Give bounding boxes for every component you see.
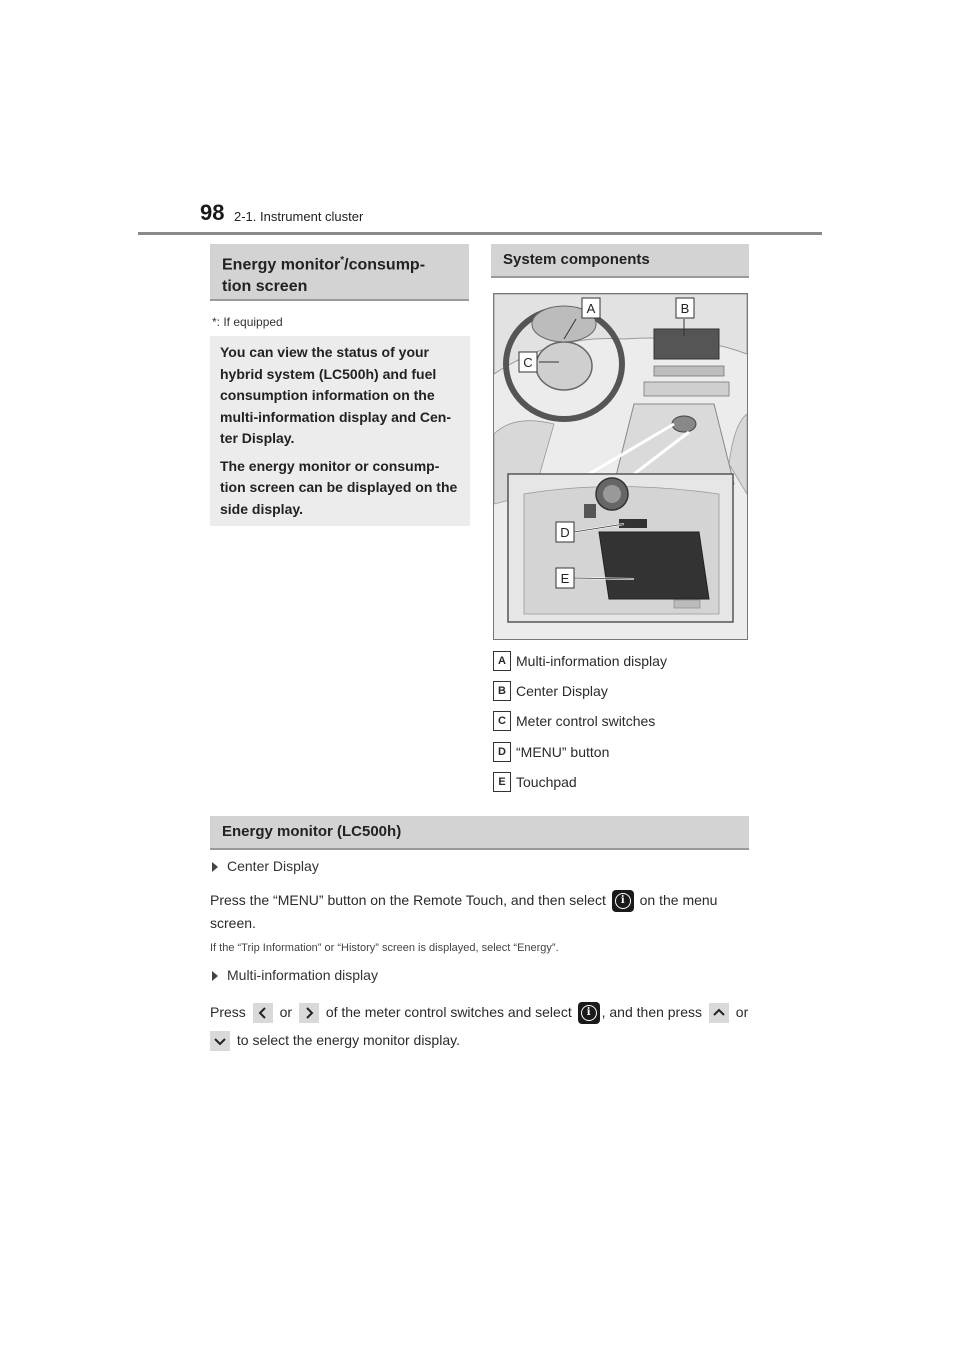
para-text: Press the “MENU” button on the Remote Touch, and then select xyxy=(210,892,606,908)
para-text: or xyxy=(279,1004,293,1020)
cockpit-drawing xyxy=(494,294,747,639)
section-heading-system-components: System components xyxy=(491,244,749,278)
section-heading-energy-monitor-lc500h: Energy monitor (LC500h) xyxy=(210,816,749,850)
legend-item xyxy=(493,772,577,792)
para-text: , and then press xyxy=(601,1004,703,1020)
chapter-title: 2-1. Instrument cluster xyxy=(234,209,364,224)
header-rule xyxy=(138,232,822,235)
heading-part: /consump- xyxy=(344,256,426,274)
paragraph-multi-information-display xyxy=(210,998,750,1054)
footnote: *: If equipped xyxy=(212,315,283,329)
bullet-multi-information-display xyxy=(212,967,378,983)
legend-text: Center Display xyxy=(516,683,608,699)
figure-label-c: C xyxy=(523,355,533,370)
legend-letter: E xyxy=(493,772,511,792)
heading-part: Energy monitor xyxy=(222,256,341,274)
legend-item xyxy=(493,742,609,762)
bullet-text: Center Display xyxy=(227,858,319,874)
bullet-text: Multi-information display xyxy=(227,967,378,983)
para-text: of the meter control switches and select xyxy=(325,1004,572,1020)
legend-item xyxy=(493,681,608,701)
figure-label-e: E xyxy=(560,571,570,586)
heading-part: tion screen xyxy=(222,278,308,296)
legend-text: Multi-information display xyxy=(516,653,667,669)
chevron-down-icon xyxy=(210,1031,230,1051)
page-number: 98 xyxy=(200,200,225,225)
bullet-arrow-icon xyxy=(212,862,218,872)
para-text: or xyxy=(735,1004,749,1020)
para-text: to select the energy monitor display. xyxy=(236,1032,460,1048)
legend-text: Touchpad xyxy=(516,774,577,790)
chevron-up-icon xyxy=(709,1003,729,1023)
para-text: on the menu screen. xyxy=(210,892,718,932)
chevron-right-icon xyxy=(299,1003,319,1023)
heading-asterisk: * xyxy=(340,255,345,266)
para-text: Press xyxy=(210,1004,246,1020)
figure-label-b: B xyxy=(680,301,690,316)
info-icon: i xyxy=(578,1002,600,1024)
info-paragraph: You can view the status of your hybrid system (LC500h) and fuel consumption information on the multi-information display and Cen-ter Display. xyxy=(220,344,452,446)
legend-letter: D xyxy=(493,742,511,762)
section-heading-energy-monitor-screen xyxy=(210,244,469,301)
legend-item xyxy=(493,651,667,671)
legend-text: “MENU” button xyxy=(516,744,610,760)
info-icon: i xyxy=(612,890,634,912)
legend-text: Meter control switches xyxy=(516,713,656,729)
figure-label-d: D xyxy=(560,525,570,540)
paragraph-center-display xyxy=(210,889,750,934)
legend-letter: B xyxy=(493,681,511,701)
note-text: If the “Trip Information” or “History” screen is displayed, select “Energy”. xyxy=(210,942,559,954)
cockpit-illustration xyxy=(493,293,748,640)
bullet-center-display xyxy=(212,858,319,874)
bullet-arrow-icon xyxy=(212,971,218,981)
legend-letter: C xyxy=(493,711,511,731)
figure-label-a: A xyxy=(586,301,596,316)
chevron-left-icon xyxy=(253,1003,273,1023)
info-paragraph: The energy monitor or consump-tion screen can be displayed on the side display. xyxy=(220,457,458,517)
info-box xyxy=(210,336,470,526)
legend-item xyxy=(493,711,655,731)
legend-letter: A xyxy=(493,651,511,671)
